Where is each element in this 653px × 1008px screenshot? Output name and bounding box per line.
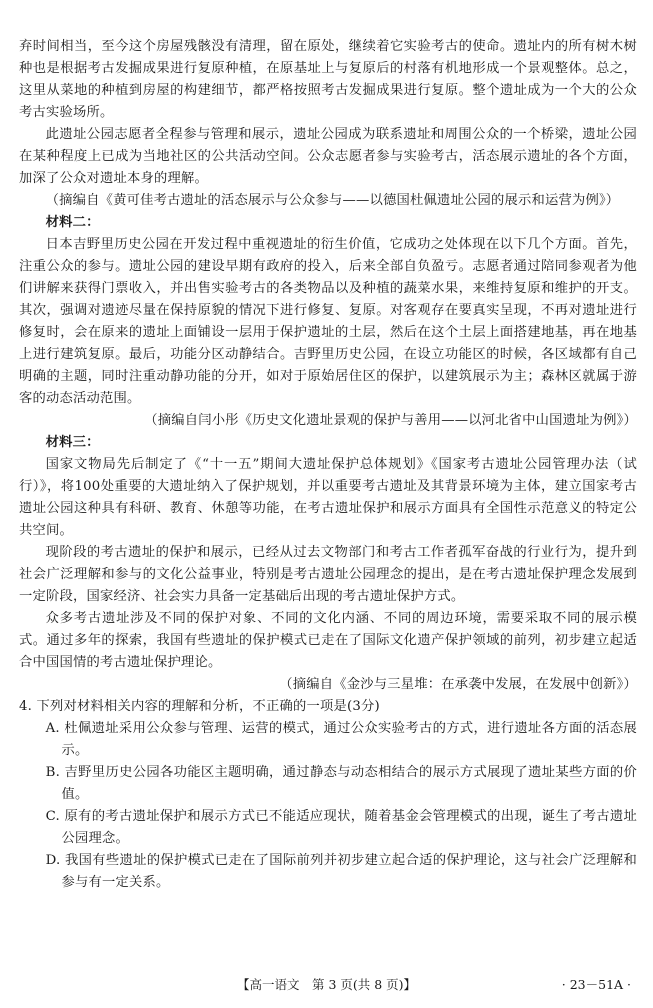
source-citation: （摘编自闫小彤《历史文化遗址景观的保护与善用——以河北省中山国遗址为例》） — [144, 413, 637, 428]
source-citation: （摘编自《金沙与三星堆：在承袭中发展，在发展中创新》） — [279, 677, 637, 692]
exam-code: · 23－51A · — [561, 977, 631, 992]
option-c: C. 原有的考古遗址保护和展示方式已不能适应现状，随着基金会管理模式的出现，诞生了考古遗址公园理念。 — [45, 809, 637, 846]
paragraph: 现阶段的考古遗址的保护和展示，已经从过去文物部门和考古工作者孤军奋战的行业行为，提升到社会广泛理解和参与的文化公益事业，特别是考古遗址公园理念的提出，是在考古遗址保护理念发展到一定阶段，国家经济、社会实力具备一定基础后出现的考古遗址保护方式。 — [19, 545, 637, 604]
material-heading: 材料二： — [45, 215, 100, 230]
paragraph: 众多考古遗址涉及不同的保护对象、不同的文化内涵、不同的周边环境，需要采取不同的展示模式。通过多年的探索，我国有些遗址的保护模式已走在了国际文化遗产保护领域的前列，初步建立起适合中国国情的考古遗址保护理论。 — [19, 611, 637, 670]
source-citation: （摘编自《黄可佳考古遗址的活态展示与公众参与——以德国杜佩遗址公园的展示和运营为例》） — [45, 193, 620, 208]
option-a: A. 杜佩遗址采用公众参与管理、运营的模式，通过公众实验考古的方式，进行遗址各方面的活态展示。 — [45, 721, 637, 758]
document-body — [19, 36, 637, 894]
paragraph: 国家文物局先后制定了《“十一五”期间大遗址保护总体规划》《国家考古遗址公园管理办法（试行）》，将100处重要的大遗址纳入了保护规划，并以重要考古遗址及其背景环境为主体，建立国家考古遗址公园这种具有科研、教育、休憩等功能，在考古遗址保护和展示方面具有全国性示范意义的特定公共空间。 — [19, 457, 637, 538]
paragraph: 此遗址公园志愿者全程参与管理和展示，遗址公园成为联系遗址和周围公众的一个桥梁，遗址公园在某种程度上已成为当地社区的公共活动空间。公众志愿者参与实验考古，活态展示遗址的各个方面，加深了公众对遗址本身的理解。 — [19, 127, 637, 186]
material-heading: 材料三： — [45, 435, 100, 450]
option-b: B. 吉野里历史公园各功能区主题明确，通过静态与动态相结合的展示方式展现了遗址某些方面的价值。 — [45, 765, 637, 802]
question-stem: 4. 下列对材料相关内容的理解和分析，不正确的一项是(3分) — [19, 699, 380, 714]
paragraph: 日本吉野里历史公园在开发过程中重视遗址的衍生价值，它成功之处体现在以下几个方面。首先，注重公众的参与。遗址公园的建设早期有政府的投入，后来全部自负盈亏。志愿者通过陪同参观者为他们讲解来获得门票收入，并出售实验考古的各类物品以及种植的蔬菜水果，来维持复原和维护的开支。其次，强调对遗迹尽量在保持原貌的情况下进行修复、复原。对客观存在要真实呈现，不再对遗址进行修复时，会在原来的遗址上面铺设一层用于保护遗址的土层，然后在这个土层上面搭建地基，再在地基上进行建筑复原。最后，功能分区动静结合。吉野里历史公园，在设立功能区的时候，各区域都有自己明确的主题，同时注重动静功能的分开，如对于原始居住区的保护，以建筑展示为主；森林区就属于游客的动态活动范围。 — [19, 237, 637, 406]
page-number: 【高一语文 第 3 页(共 8 页)】 — [236, 977, 417, 992]
page-footer — [0, 975, 653, 995]
option-d: D. 我国有些遗址的保护模式已走在了国际前列并初步建立起合适的保护理论，这与社会广泛理解和参与有一定关系。 — [45, 853, 637, 890]
paragraph: 弃时间相当，至今这个房屋残骸没有清理，留在原处，继续着它实验考古的使命。遗址内的所有树木树种也是根据考古发掘成果进行复原种植，在原基址上与复原后的村落有机地形成一个景观整体。总之，这里从菜地的种植到房屋的构建细节，都严格按照考古发掘成果进行复原。整个遗址成为一个大的公众考古实验场所。 — [19, 39, 637, 120]
